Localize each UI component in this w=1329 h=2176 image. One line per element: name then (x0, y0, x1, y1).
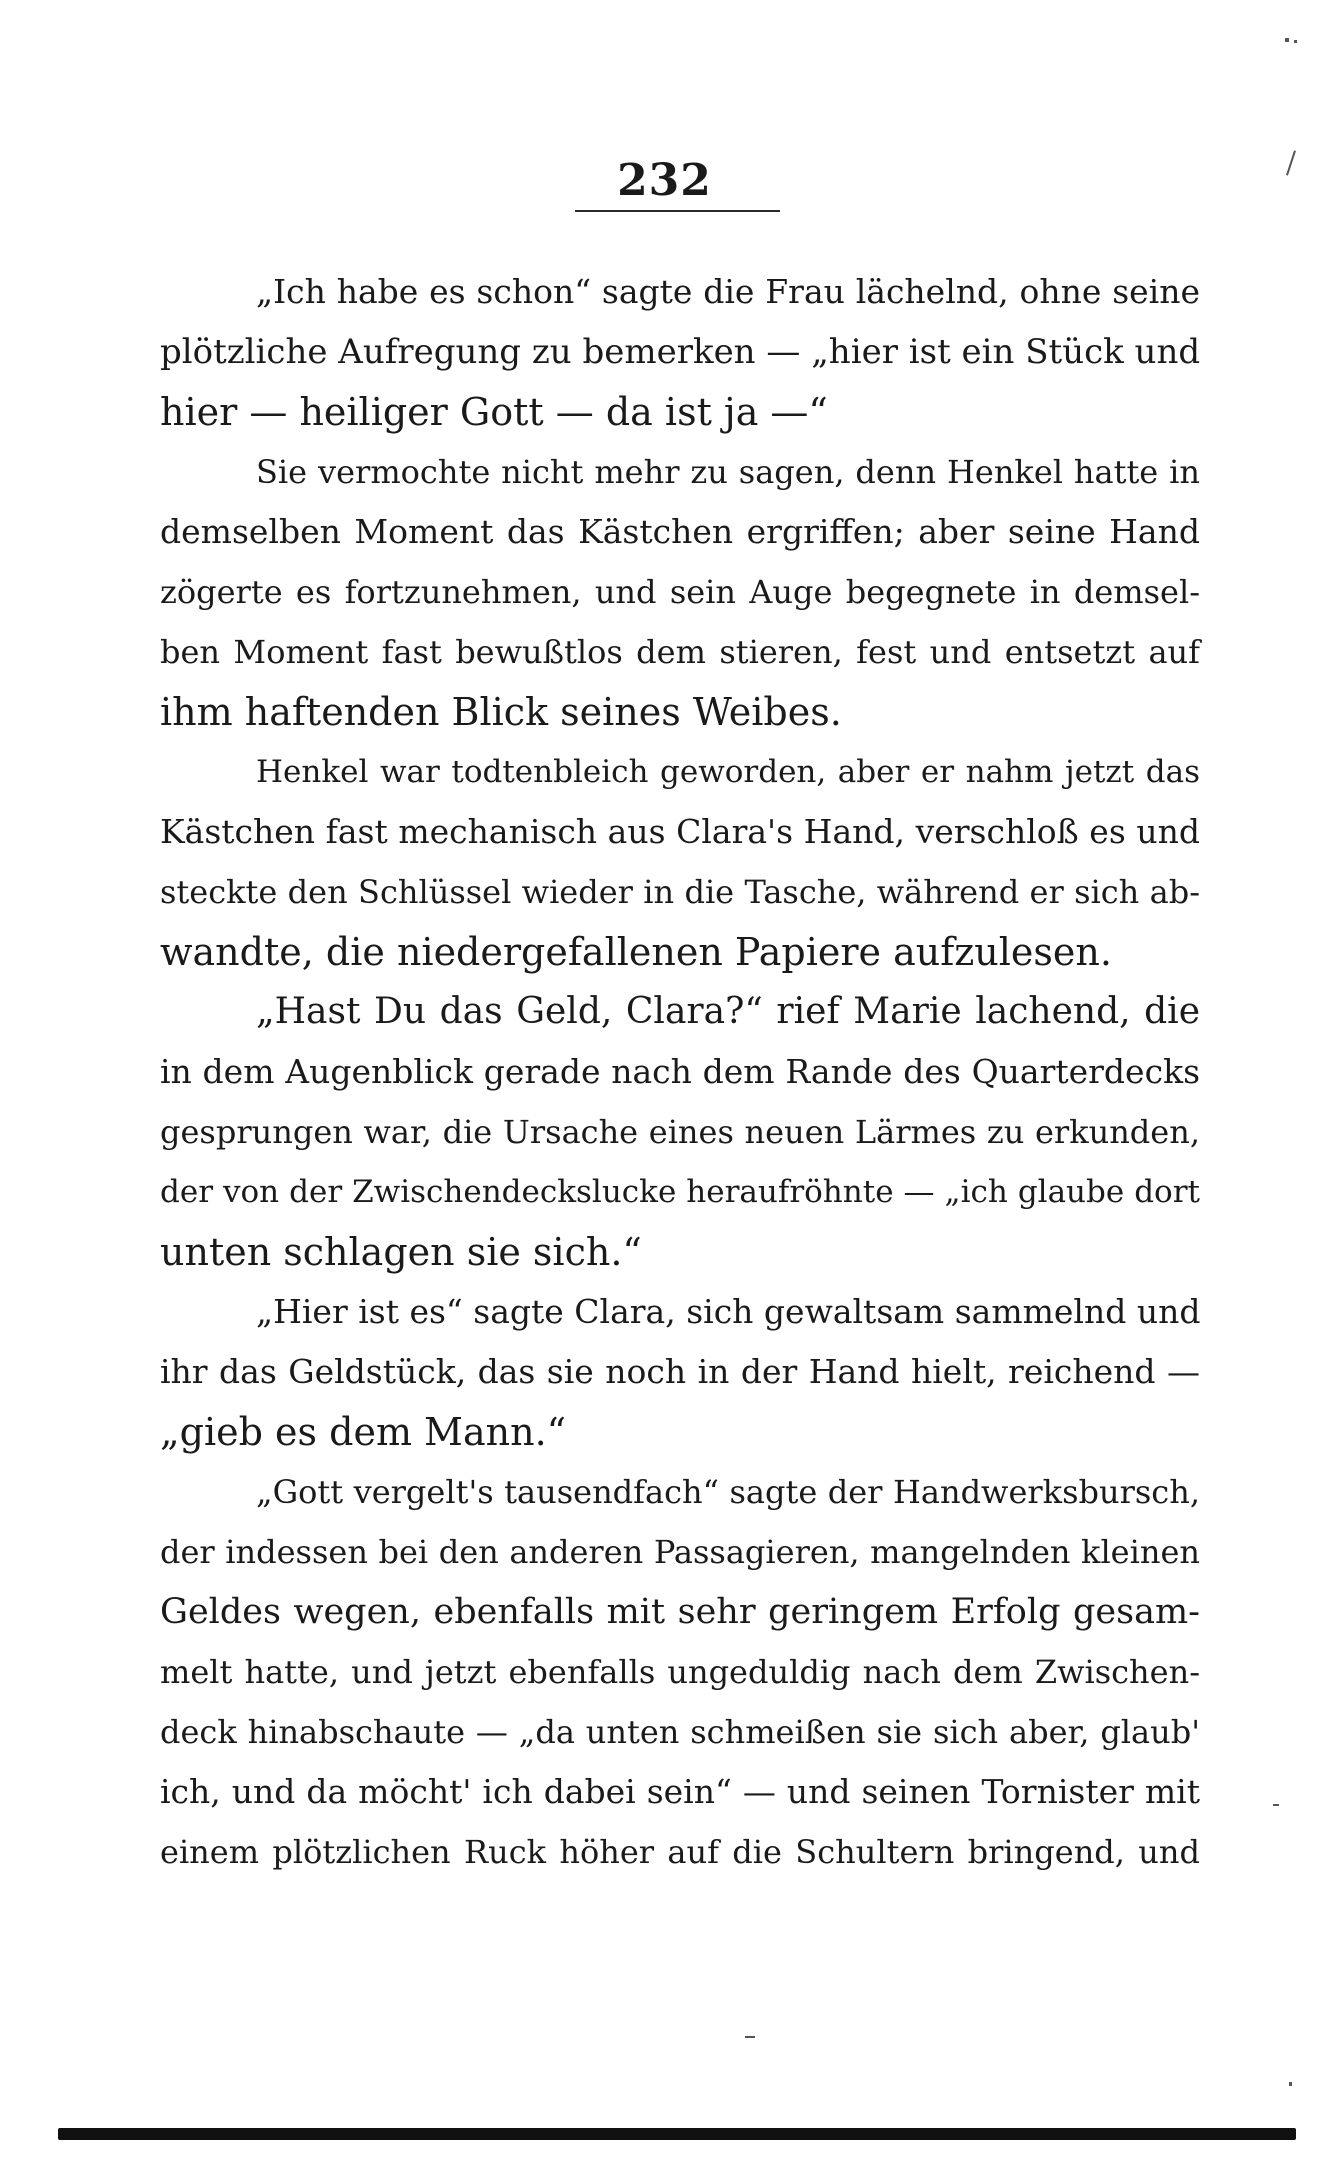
scan-speck (1294, 40, 1297, 43)
scan-speck (1289, 2082, 1292, 2086)
text-line: deck hinabschaute — „da unten schmeißen sie sich aber, glaub' (160, 1713, 1200, 1751)
paragraph-4 (160, 982, 1200, 1282)
text-line: Sie vermochte nicht mehr zu sagen, denn Henkel hatte in (256, 453, 1200, 491)
body-text (160, 262, 1200, 1882)
text-line: ihr das Geldstück, das sie noch in der Hand hielt, reichend — (160, 1352, 1200, 1391)
text-line: „Hier ist es“ sagte Clara, sich gewaltsam sammelnd und (256, 1292, 1201, 1331)
text-line: in dem Augenblick gerade nach dem Rande des Quarterdecks (160, 1052, 1200, 1091)
text-line: ich, und da möcht' ich dabei sein“ — und seinen Tornister mit (160, 1772, 1200, 1811)
text-line: demselben Moment das Kästchen ergriffen; aber seine Hand (160, 512, 1200, 551)
text-line: unten schlagen sie sich.“ (160, 1230, 642, 1274)
text-line: „gieb es dem Mann.“ (160, 1410, 567, 1454)
page-number: 232 (617, 155, 712, 206)
text-line: einem plötzlichen Ruck höher auf die Schultern bringend, und (160, 1833, 1200, 1871)
paragraph-6 (160, 1462, 1200, 1882)
text-line: „Gott vergelt's tausendfach“ sagte der Handwerksbursch, (256, 1473, 1200, 1511)
scan-speck (1285, 38, 1289, 42)
text-line: gesprungen war, die Ursache eines neuen Lärmes zu erkunden, (160, 1113, 1200, 1151)
text-line: Geldes wegen, ebenfalls mit sehr geringem Erfolg gesam- (160, 1592, 1200, 1632)
text-line: zögerte es fortzunehmen, und sein Auge begegnete in demsel- (160, 573, 1200, 611)
text-line: der indessen bei den anderen Passagieren, mangelnden kleinen (160, 1533, 1200, 1571)
paragraph-3 (160, 742, 1200, 982)
text-line: hier — heiliger Gott — da ist ja —“ (160, 390, 828, 434)
paragraph-5 (160, 1282, 1200, 1462)
text-line: wandte, die niedergefallenen Papiere aufzulesen. (160, 930, 1112, 974)
text-line: steckte den Schlüssel wieder in die Tasche, während er sich ab- (160, 873, 1200, 911)
text-line: Henkel war todtenbleich geworden, aber er nahm jetzt das (256, 754, 1200, 790)
header-rule (575, 210, 780, 212)
paragraph-2 (160, 442, 1200, 742)
scan-speck (1273, 1804, 1279, 1806)
text-line: „Ich habe es schon“ sagte die Frau lächelnd, ohne seine (256, 272, 1200, 311)
text-line: melt hatte, und jetzt ebenfalls ungeduldig nach dem Zwischen- (160, 1653, 1200, 1691)
text-line: ihm haftenden Blick seines Weibes. (160, 690, 842, 734)
text-line: Kästchen fast mechanisch aus Clara's Hand, verschloß es und (160, 812, 1200, 851)
bottom-rule (58, 2128, 1296, 2140)
paragraph-1 (160, 262, 1200, 442)
text-line: „Hast Du das Geld, Clara?“ rief Marie lachend, die (256, 991, 1200, 1032)
text-line: ben Moment fast bewußtlos dem stieren, fest und entsetzt auf (160, 633, 1200, 671)
scan-speck (745, 2036, 755, 2038)
text-line: plötzliche Aufregung zu bemerken — „hier ist ein Stück und (160, 332, 1201, 372)
text-line: der von der Zwischendeckslucke heraufröhnte — „ich glaube dort (160, 1174, 1200, 1210)
